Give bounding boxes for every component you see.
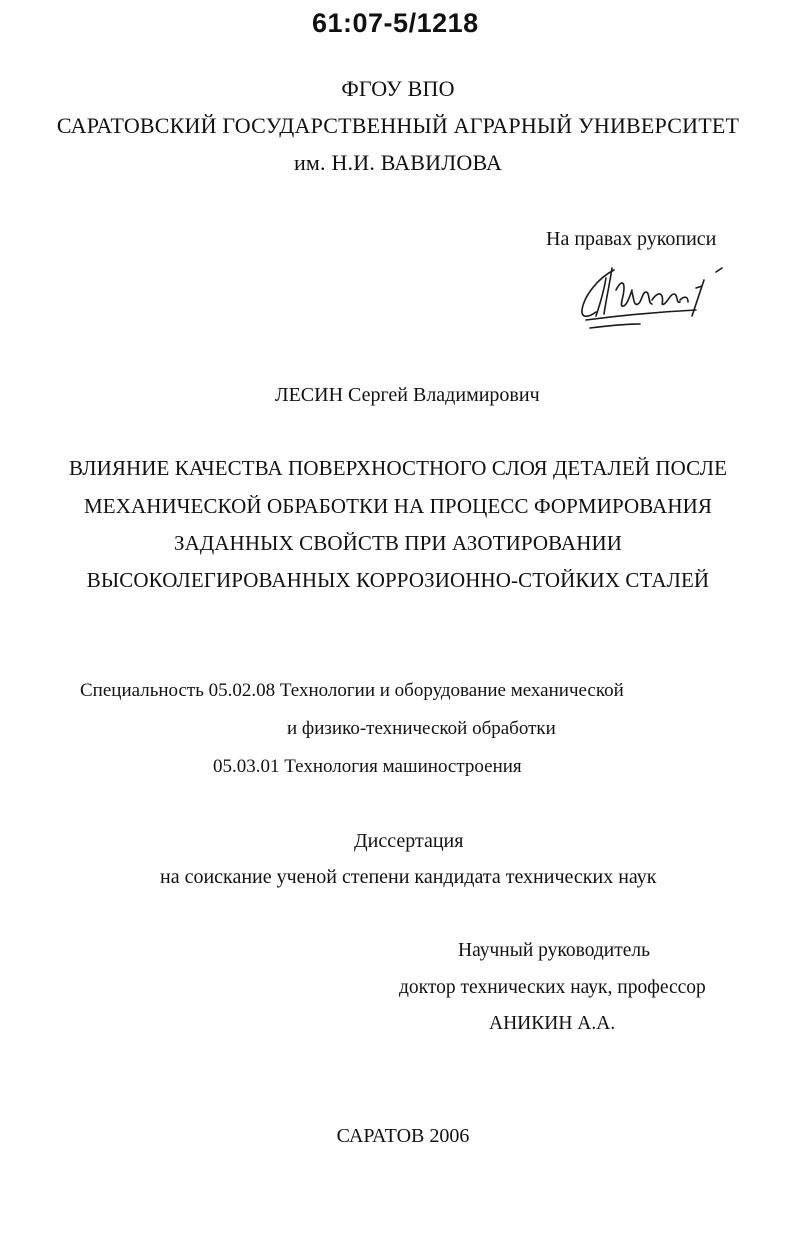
author-signature (576, 260, 738, 332)
degree-sought: на соискание ученой степени кандидата технических наук (160, 866, 657, 888)
city-and-year: САРАТОВ 2006 (336, 1125, 470, 1147)
supervisor-name: АНИКИН А.А. (489, 1013, 616, 1034)
specialty-line-2: и физико-технической обработки (287, 718, 556, 739)
dissertation-title-line-1: ВЛИЯНИЕ КАЧЕСТВА ПОВЕРХНОСТНОГО СЛОЯ ДЕТАЛЕЙ ПОСЛЕ (68, 456, 728, 480)
university-name: САРАТОВСКИЙ ГОСУДАРСТВЕННЫЙ АГРАРНЫЙ УНИВЕРСИТЕТ (56, 113, 740, 138)
supervisor-credentials: доктор технических наук, профессор (399, 977, 706, 998)
manuscript-rights-note: На правах рукописи (546, 228, 717, 250)
specialty-line-3: 05.03.01 Технология машиностроения (213, 756, 522, 777)
document-code: 61:07-5/1218 (312, 8, 479, 38)
dissertation-title-line-3: ЗАДАННЫХ СВОЙСТВ ПРИ АЗОТИРОВАНИИ (173, 531, 622, 555)
specialty-line-1: Специальность 05.02.08 Технологии и оборудование механической (80, 680, 624, 701)
dissertation-label: Диссертация (354, 830, 464, 852)
author-name: ЛЕСИН Сергей Владимирович (275, 384, 540, 406)
dissertation-title-line-2: МЕХАНИЧЕСКОЙ ОБРАБОТКИ НА ПРОЦЕСС ФОРМИРОВАНИЯ (84, 494, 712, 518)
dissertation-title-line-4: ВЫСОКОЛЕГИРОВАННЫХ КОРРОЗИОННО-СТОЙКИХ СТАЛЕЙ (86, 568, 710, 592)
supervisor-role: Научный руководитель (458, 940, 651, 961)
university-named-after: им. Н.И. ВАВИЛОВА (293, 150, 503, 175)
organization-type: ФГОУ ВПО (341, 76, 455, 101)
